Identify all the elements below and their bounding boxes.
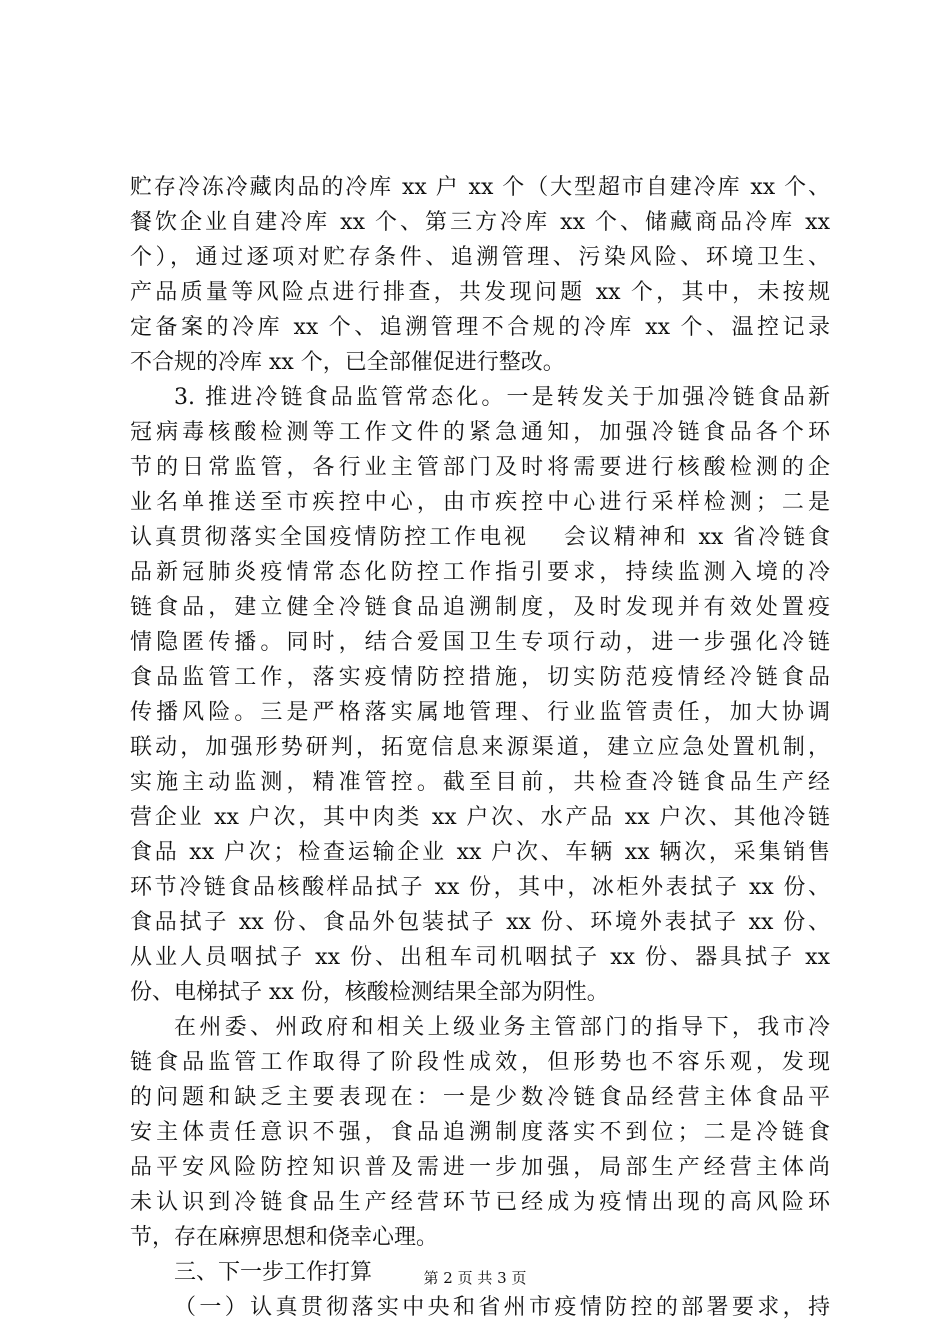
paragraph-start-line: （一）认真贯彻落实中央和省州市疫情防控的部署要求，持 — [174, 1295, 830, 1320]
text-line: 餐饮企业自建冷库 xx 个、第三方冷库 xx 个、储藏商品冷库 xx — [130, 210, 830, 235]
text-line: 链食品监管工作取得了阶段性成效，但形势也不容乐观，发现 — [130, 1050, 830, 1075]
text-line: 从业人员咽拭子 xx 份、出租车司机咽拭子 xx 份、器具拭子 xx — [130, 945, 830, 970]
text-line: 认真贯彻落实全国疫情防控工作电视 会议精神和 xx 省冷链食 — [130, 525, 830, 550]
document-body — [130, 170, 830, 1325]
text-line: 业名单推送至市疾控中心，由市疾控中心进行采样检测；二是 — [130, 490, 830, 515]
text-line: 不合规的冷库 xx 个，已全部催促进行整改。 — [130, 350, 565, 375]
text-line: 环节冷链食品核酸样品拭子 xx 份，其中，冰柜外表拭子 xx 份、 — [130, 875, 830, 900]
text-line: 品平安风险防控知识普及需进一步加强，局部生产经营主体尚 — [130, 1155, 830, 1180]
text-line: 定备案的冷库 xx 个、追溯管理不合规的冷库 xx 个、温控记录 — [130, 315, 830, 340]
paragraph-start-line: 在州委、州政府和相关上级业务主管部门的指导下，我市冷 — [174, 1015, 830, 1040]
text-line: 产品质量等风险点进行排查，共发现问题 xx 个，其中，未按规 — [130, 280, 830, 305]
text-line: 节的日常监管，各行业主管部门及时将需要进行核酸检测的企 — [130, 455, 830, 480]
text-line: 未认识到冷链食品生产经营环节已经成为疫情出现的高风险环 — [130, 1190, 830, 1215]
text-line: 的问题和缺乏主要表现在：一是少数冷链食品经营主体食品平 — [130, 1085, 830, 1110]
paragraph-start-line: 3. 推进冷链食品监管常态化。一是转发关于加强冷链食品新 — [174, 385, 830, 410]
text-line: 品新冠肺炎疫情常态化防控工作指引要求，持续监测入境的冷 — [130, 560, 830, 585]
text-line: 传播风险。三是严格落实属地管理、行业监管责任，加大协调 — [130, 700, 830, 725]
text-line: 食品监管工作，落实疫情防控措施，切实防范疫情经冷链食品 — [130, 665, 830, 690]
text-line: 食品拭子 xx 份、食品外包装拭子 xx 份、环境外表拭子 xx 份、 — [130, 910, 830, 935]
text-line: 冠病毒核酸检测等工作文件的紧急通知，加强冷链食品各个环 — [130, 420, 830, 445]
text-line: 实施主动监测，精准管控。截至目前，共检查冷链食品生产经 — [130, 770, 830, 795]
text-line: 节，存在麻痹思想和侥幸心理。 — [130, 1225, 439, 1250]
text-line: 营企业 xx 户次，其中肉类 xx 户次、水产品 xx 户次、其他冷链 — [130, 805, 830, 830]
text-line: 食品 xx 户次；检查运输企业 xx 户次、车辆 xx 辆次，采集销售 — [130, 840, 830, 865]
text-line: 安主体责任意识不强，食品追溯制度落实不到位；二是冷链食 — [130, 1120, 830, 1145]
text-line: 链食品，建立健全冷链食品追溯制度，及时发现并有效处置疫 — [130, 595, 830, 620]
text-line: 联动，加强形势研判，拓宽信息来源渠道，建立应急处置机制， — [130, 735, 830, 760]
section-heading: 三、下一步工作打算 — [174, 1260, 373, 1285]
text-line: 情隐匿传播。同时，结合爱国卫生专项行动，进一步强化冷链 — [130, 630, 830, 655]
text-line: 贮存冷冻冷藏肉品的冷库 xx 户 xx 个（大型超市自建冷库 xx 个、 — [130, 175, 830, 200]
text-line: 个），通过逐项对贮存条件、追溯管理、污染风险、环境卫生、 — [130, 245, 830, 270]
page-footer: 第 2 页 共 3 页 — [423, 1269, 527, 1287]
text-line: 份、电梯拭子 xx 份，核酸检测结果全部为阴性。 — [130, 980, 609, 1005]
